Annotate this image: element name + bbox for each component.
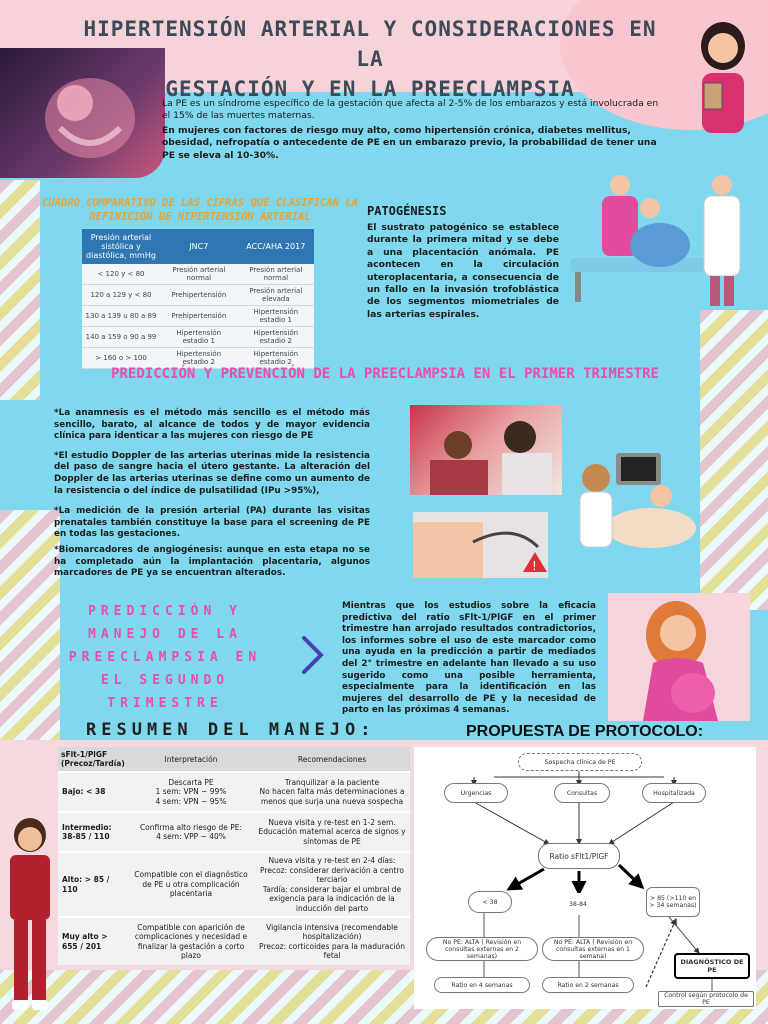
table-cell: Presión arterial normal (160, 264, 238, 285)
flow-sospecha: Sospecha clínica de PE (518, 753, 642, 771)
protocolo-flowchart (414, 747, 756, 1009)
flow-gt85: > 85 (>110 en > 34 semanas) (646, 887, 700, 917)
resumen-header-0: sFlt-1/PlGF (Precoz/Tardía) (58, 747, 128, 772)
table-cell: Hipertensión estadio 1 (238, 306, 314, 327)
table-cell: Presión arterial normal (238, 264, 314, 285)
table-row (82, 285, 314, 306)
flow-ratio-4sem: Ratio en 4 semanas (434, 977, 530, 993)
svg-text:!: ! (532, 559, 537, 573)
table-row (58, 812, 410, 852)
resumen-row-interp (128, 772, 254, 812)
page-title-line2: GESTACIÓN Y EN LA PREECLAMPSIA (165, 77, 575, 101)
fetus-image (0, 48, 165, 178)
interp-line: Descarta PE (168, 777, 214, 787)
cifras-table (82, 229, 314, 369)
table-row (82, 327, 314, 348)
table-row (58, 852, 410, 917)
protocolo-title: PROPUESTA DE PROTOCOLO: (466, 723, 704, 740)
resumen-header-1: Interpretación (128, 747, 254, 772)
table-cell: Prehipertensión (160, 285, 238, 306)
prediccion1-item-2: *El estudio Doppler de las arterias uterinas mide la resistencia del paso de sangre hacia el útero gestante. La alteración del Doppler de las arterias uterinas se define como un aumento de la resistencia o del índice de pulsatilidad (IPu >95%), (54, 450, 370, 496)
flow-control: Control según protocolo de PE (658, 991, 754, 1007)
table-cell: Hipertensión estadio 1 (160, 327, 238, 348)
nurse-illustration (2, 815, 58, 1020)
flow-ratio-2sem: Ratio en 2 semanas (542, 977, 634, 993)
prediccion2-title-line2: MANEJO DE LA (88, 627, 242, 642)
blood-pressure-photo (413, 512, 548, 578)
resumen-row-recs (254, 917, 410, 965)
pregnant-woman-illustration (608, 593, 750, 721)
rec-item: Vigilancia intensiva (recomendable hospitalización) (266, 922, 398, 941)
prediccion2-title-line4: EL SEGUNDO (100, 673, 230, 688)
prediccion1-item-1: *La anamnesis es el método más sencillo es el método más sencillo, barato, al alcance de todos y de mayor evidencia clínica para identicar a las mujeres con riesgo de PE (54, 408, 370, 442)
rec-item: Educación maternal acerca de signos y síntomas de PE (258, 827, 406, 846)
hospital-illustration (570, 170, 750, 315)
prediccion1-title: PREDICCIÓN Y PREVENCIÓN DE LA PREECLAMPSIA EN EL PRIMER TRIMESTRE (111, 366, 659, 382)
fetus-illustration (0, 48, 165, 178)
patogenesis-title: PATOGÉNESIS (367, 204, 447, 218)
interp-line: 4 sem: VPN ~ 95% (155, 796, 227, 806)
table-row (82, 306, 314, 327)
flow-alta-1sem: No PE: ALTA ( Revisión en consultas externas en 1 semana) (542, 937, 644, 961)
prediccion2-title-line5: TRIMESTRE (107, 696, 223, 711)
interp-line: 4 sem: VPP ~ 40% (156, 832, 226, 841)
rec-item: No hacen falta más determinaciones a menos que surja una nueva sospecha (259, 787, 405, 806)
cifras-header-0: Presión arterial sistólica y diastólica, mmHg (82, 229, 160, 264)
table-row (58, 772, 410, 812)
rec-item: Nueva visita y re-test en 2-4 días: (268, 856, 396, 865)
prediccion1-item-4: *Biomarcadores de angiogénesis: aunque en esta etapa no se ha completado aún la implantación placentaria, algunos marcadores de PE ya se encuentran alterados. (54, 544, 370, 579)
table-cell: 130 a 139 u 80 a 89 (82, 306, 160, 327)
intro-paragraph-2: En mujeres con factores de riesgo muy alto, como hipertensión crónica, diabetes mellitus, obesidad, nefropatía o antecedente de PE en un embarazo previo, la probabilidad de tener una PE se eleva al 10-30%. (162, 124, 657, 161)
rec-item: Nueva visita y re-test en 1-2 sem. (268, 817, 396, 827)
flow-mid: 38-84 (554, 893, 602, 915)
left-stripes-top (0, 180, 40, 400)
cifras-header-1: JNC7 (160, 229, 238, 264)
table-cell: Prehipertensión (160, 306, 238, 327)
resumen-row-label: Muy alto > 655 / 201 (58, 917, 128, 965)
resumen-row-recs (254, 812, 410, 852)
rec-item: Tranquilizar a la paciente (284, 777, 380, 787)
prediccion2-title-line3: PREECLAMPSIA EN (68, 650, 262, 665)
table-cell: 140 a 159 o 90 a 99 (82, 327, 160, 348)
flow-ratio: Ratio sFlt1/PlGF (538, 843, 620, 869)
table-row (82, 264, 314, 285)
resumen-row-interp (128, 917, 254, 965)
page-title-line1: HIPERTENSIÓN ARTERIAL Y CONSIDERACIONES EN LA (83, 17, 657, 71)
resumen-row-label: Alto: > 85 / 110 (58, 852, 128, 917)
flow-consultas: Consultas (554, 783, 610, 803)
flow-alta-2sem: No PE: ALTA ( Revisión en consultas externas en 2 semanas) (426, 937, 538, 961)
left-stripes-mid (0, 510, 60, 740)
table-cell: > 160 o > 100 (82, 348, 160, 369)
resumen-row-label: Bajo: < 38 (58, 772, 128, 812)
table-cell: Hipertensión estadio 2 (160, 348, 238, 369)
resumen-row-label: Intermedio: 38-85 / 110 (58, 812, 128, 852)
prediccion2-text: Mientras que los estudios sobre la eficacia predictiva del ratio sFlt-1/PlGF en el primer trimestre han arrojado resultados contradictorios, los informes sobre el uso de este marcador como una ayuda en la predicción a partir de mediados del 2° trimestre en adelante han llevado a su uso sugerido como una posible herramienta, especialmente para la identificación en las mujeres del desarrollo de PE y la necesidad de parto en las próximas 4 semanas. (342, 601, 596, 716)
prediccion2-title (55, 600, 275, 715)
right-stripes (700, 310, 768, 610)
rec-item: Precoz: considerar derivación a centro terciario (260, 865, 404, 884)
prediccion1-list (54, 408, 370, 580)
table-row (58, 917, 410, 965)
doctor-illustration (688, 18, 758, 138)
interp-line: Compatible con el diagnóstico de PE u otra complicación placentaria (134, 870, 248, 899)
table-cell: Presión arterial elevada (238, 285, 314, 306)
flow-lt38: < 38 (468, 891, 512, 913)
flow-urgencias: Urgencias (444, 783, 508, 803)
cifras-header-2: ACC/AHA 2017 (238, 229, 314, 264)
interp-line: Confirma alto riesgo de PE: (139, 822, 243, 832)
table-cell: < 120 y < 80 (82, 264, 160, 285)
resumen-row-recs (254, 772, 410, 812)
table-cell: Hipertensión estadio 2 (238, 327, 314, 348)
table-cell: 120 a 129 y < 80 (82, 285, 160, 306)
intro-text (162, 98, 662, 162)
table-cell: Hipertensión estadio 2 (238, 348, 314, 369)
resumen-row-interp (128, 852, 254, 917)
rec-item: Tardía: considerar bajar el umbral de exigencia para la indicación de la inducción del parto (262, 884, 402, 913)
prediccion1-item-3: *La medición de la presión arterial (PA) durante las visitas prenatales también constituye la base para el screening de PE en todas las gestaciones. (54, 506, 370, 540)
patogenesis-text: El sustrato patogénico se establece durante la primera mitad y se debe a una placentación anómala. PE acontecen en la circulación uteroplacentaria, a consecuencia de un fallo en la invasión trofoblástica de los segmentos miometriales de las arterias espirales. (367, 222, 559, 320)
resumen-table (58, 747, 410, 965)
arrow-right-icon (274, 632, 326, 678)
resumen-header-2: Recomendaciones (254, 747, 410, 772)
prediccion2-title-line1: PREDICCIÓN Y (88, 604, 242, 619)
interp-line: Compatible con aparición de complicaciones y necesidad e finalizar la gestación a corto plazo (134, 922, 248, 960)
resumen-title: RESUMEN DEL MANEJO: (86, 720, 376, 740)
interp-line: 1 sem: VPN ~ 99% (155, 787, 227, 797)
cuadro-title: CUADRO COMPARATIVO DE LAS CIFRAS QUE CLASIFICAN LA DEFINICIÓN DE HIPERTENSIÓN ARTERIAL (41, 197, 359, 223)
rec-item: Precoz: corticoides para la maduración fetal (259, 941, 405, 960)
ultrasound-illustration (566, 448, 701, 558)
consultation-photo (410, 405, 562, 495)
intro-paragraph-1: La PE es un síndrome específico de la gestación que afecta al 2-5% de los embarazos y está involucrada en el 15% de las muertes maternas. (162, 98, 659, 122)
resumen-row-recs (254, 852, 410, 917)
flow-hospitalizada: Hospitalizada (642, 783, 706, 803)
flow-diagnostico: DIAGNÓSTICO DE PE (674, 953, 750, 979)
resumen-row-interp (128, 812, 254, 852)
